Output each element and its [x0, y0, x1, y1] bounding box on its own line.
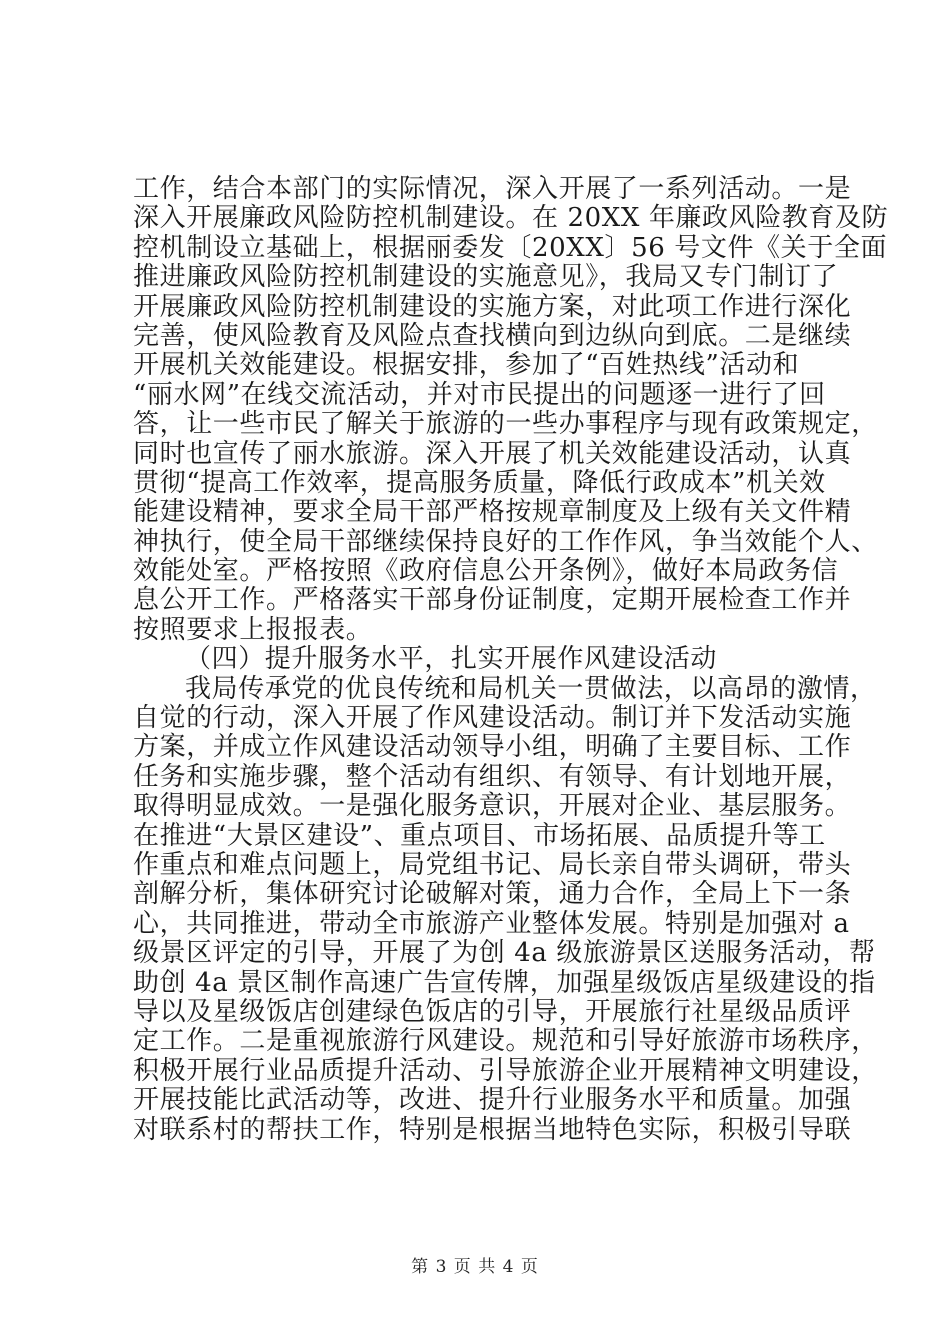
paragraph-line: 取得明显成效。一是强化服务意识，开展对企业、基层服务。: [133, 791, 852, 822]
paragraph-line: 开展廉政风险防控机制建设的实施方案，对此项工作进行深化: [133, 291, 852, 322]
paragraph-line: 导以及星级饭店创建绿色饭店的引导，开展旅行社星级品质评: [133, 996, 852, 1027]
paragraph-line: 深入开展廉政风险防控机制建设。在 20XX 年廉政风险教育及防: [133, 203, 889, 234]
body-text: [133, 174, 889, 1145]
paragraph-line: 效能处室。严格按照《政府信息公开条例》，做好本局政务信: [133, 556, 839, 587]
page-number-footer: 第 3 页 共 4 页: [411, 1257, 539, 1277]
paragraph-line: 作重点和难点问题上，局党组书记、局长亲自带头调研，带头: [133, 849, 852, 880]
paragraph-line: 任务和实施步骤，整个活动有组织、有领导、有计划地开展，: [133, 761, 852, 792]
paragraph-line: 同时也宣传了丽水旅游。深入开展了机关效能建设活动，认真: [133, 438, 852, 469]
paragraph-line: 我局传承党的优良传统和局机关一贯做法，以高昂的激情，: [185, 673, 877, 704]
section-heading: （四）提升服务水平，扎实开展作风建设活动: [185, 644, 718, 675]
paragraph-line: 按照要求上报报表。: [133, 614, 373, 645]
paragraph-line: 答，让一些市民了解关于旅游的一些办事程序与现有政策规定，: [133, 409, 878, 440]
paragraph-line: 级景区评定的引导，开展了为创 4a 级旅游景区送服务活动，帮: [133, 938, 876, 969]
paragraph-line: 方案，并成立作风建设活动领导小组，明确了主要目标、工作: [133, 732, 852, 763]
paragraph-line: 积极开展行业品质提升活动、引导旅游企业开展精神文明建设，: [133, 1055, 878, 1086]
paragraph-line: 对联系村的帮扶工作，特别是根据当地特色实际，积极引导联: [133, 1114, 852, 1145]
paragraph-line: 定工作。二是重视旅游行风建设。规范和引导好旅游市场秩序，: [133, 1026, 878, 1057]
paragraph-line: 控机制设立基础上，根据丽委发〔20XX〕56 号文件《关于全面: [133, 232, 888, 263]
paragraph-line: 工作，结合本部门的实际情况，深入开展了一系列活动。一是: [133, 174, 852, 204]
paragraph-line: 心，共同推进，带动全市旅游产业整体发展。特别是加强对 a: [133, 908, 850, 939]
paragraph-line: 自觉的行动，深入开展了作风建设活动。制订并下发活动实施: [133, 703, 852, 734]
paragraph-line: 剖解分析，集体研究讨论破解对策，通力合作，全局上下一条: [133, 879, 852, 910]
paragraph-line: 息公开工作。严格落实干部身份证制度，定期开展检查工作并: [133, 585, 852, 616]
paragraph-line: 完善，使风险教育及风险点查找横向到边纵向到底。二是继续: [133, 320, 852, 351]
paragraph-line: 助创 4a 景区制作高速广告宣传牌，加强星级饭店星级建设的指: [133, 967, 876, 998]
paragraph-line: 能建设精神，要求全局干部严格按规章制度及上级有关文件精: [133, 497, 852, 528]
paragraph-line: 推进廉政风险防控机制建设的实施意见》，我局又专门制订了: [133, 262, 839, 293]
paragraph-line: 神执行，使全局干部继续保持良好的工作作风，争当效能个人、: [133, 526, 878, 557]
paragraph-line: 开展技能比武活动等，改进、提升行业服务水平和质量。加强: [133, 1085, 852, 1116]
paragraph-line: “丽水网”在线交流活动，并对市民提出的问题逐一进行了回: [133, 379, 826, 410]
paragraph-line: 在推进“大景区建设”、重点项目、市场拓展、品质提升等工: [133, 820, 826, 851]
paragraph-line: 贯彻“提高工作效率，提高服务质量，降低行政成本”机关效: [133, 467, 826, 498]
paragraph-line: 开展机关效能建设。根据安排，参加了“百姓热线”活动和: [133, 350, 800, 381]
